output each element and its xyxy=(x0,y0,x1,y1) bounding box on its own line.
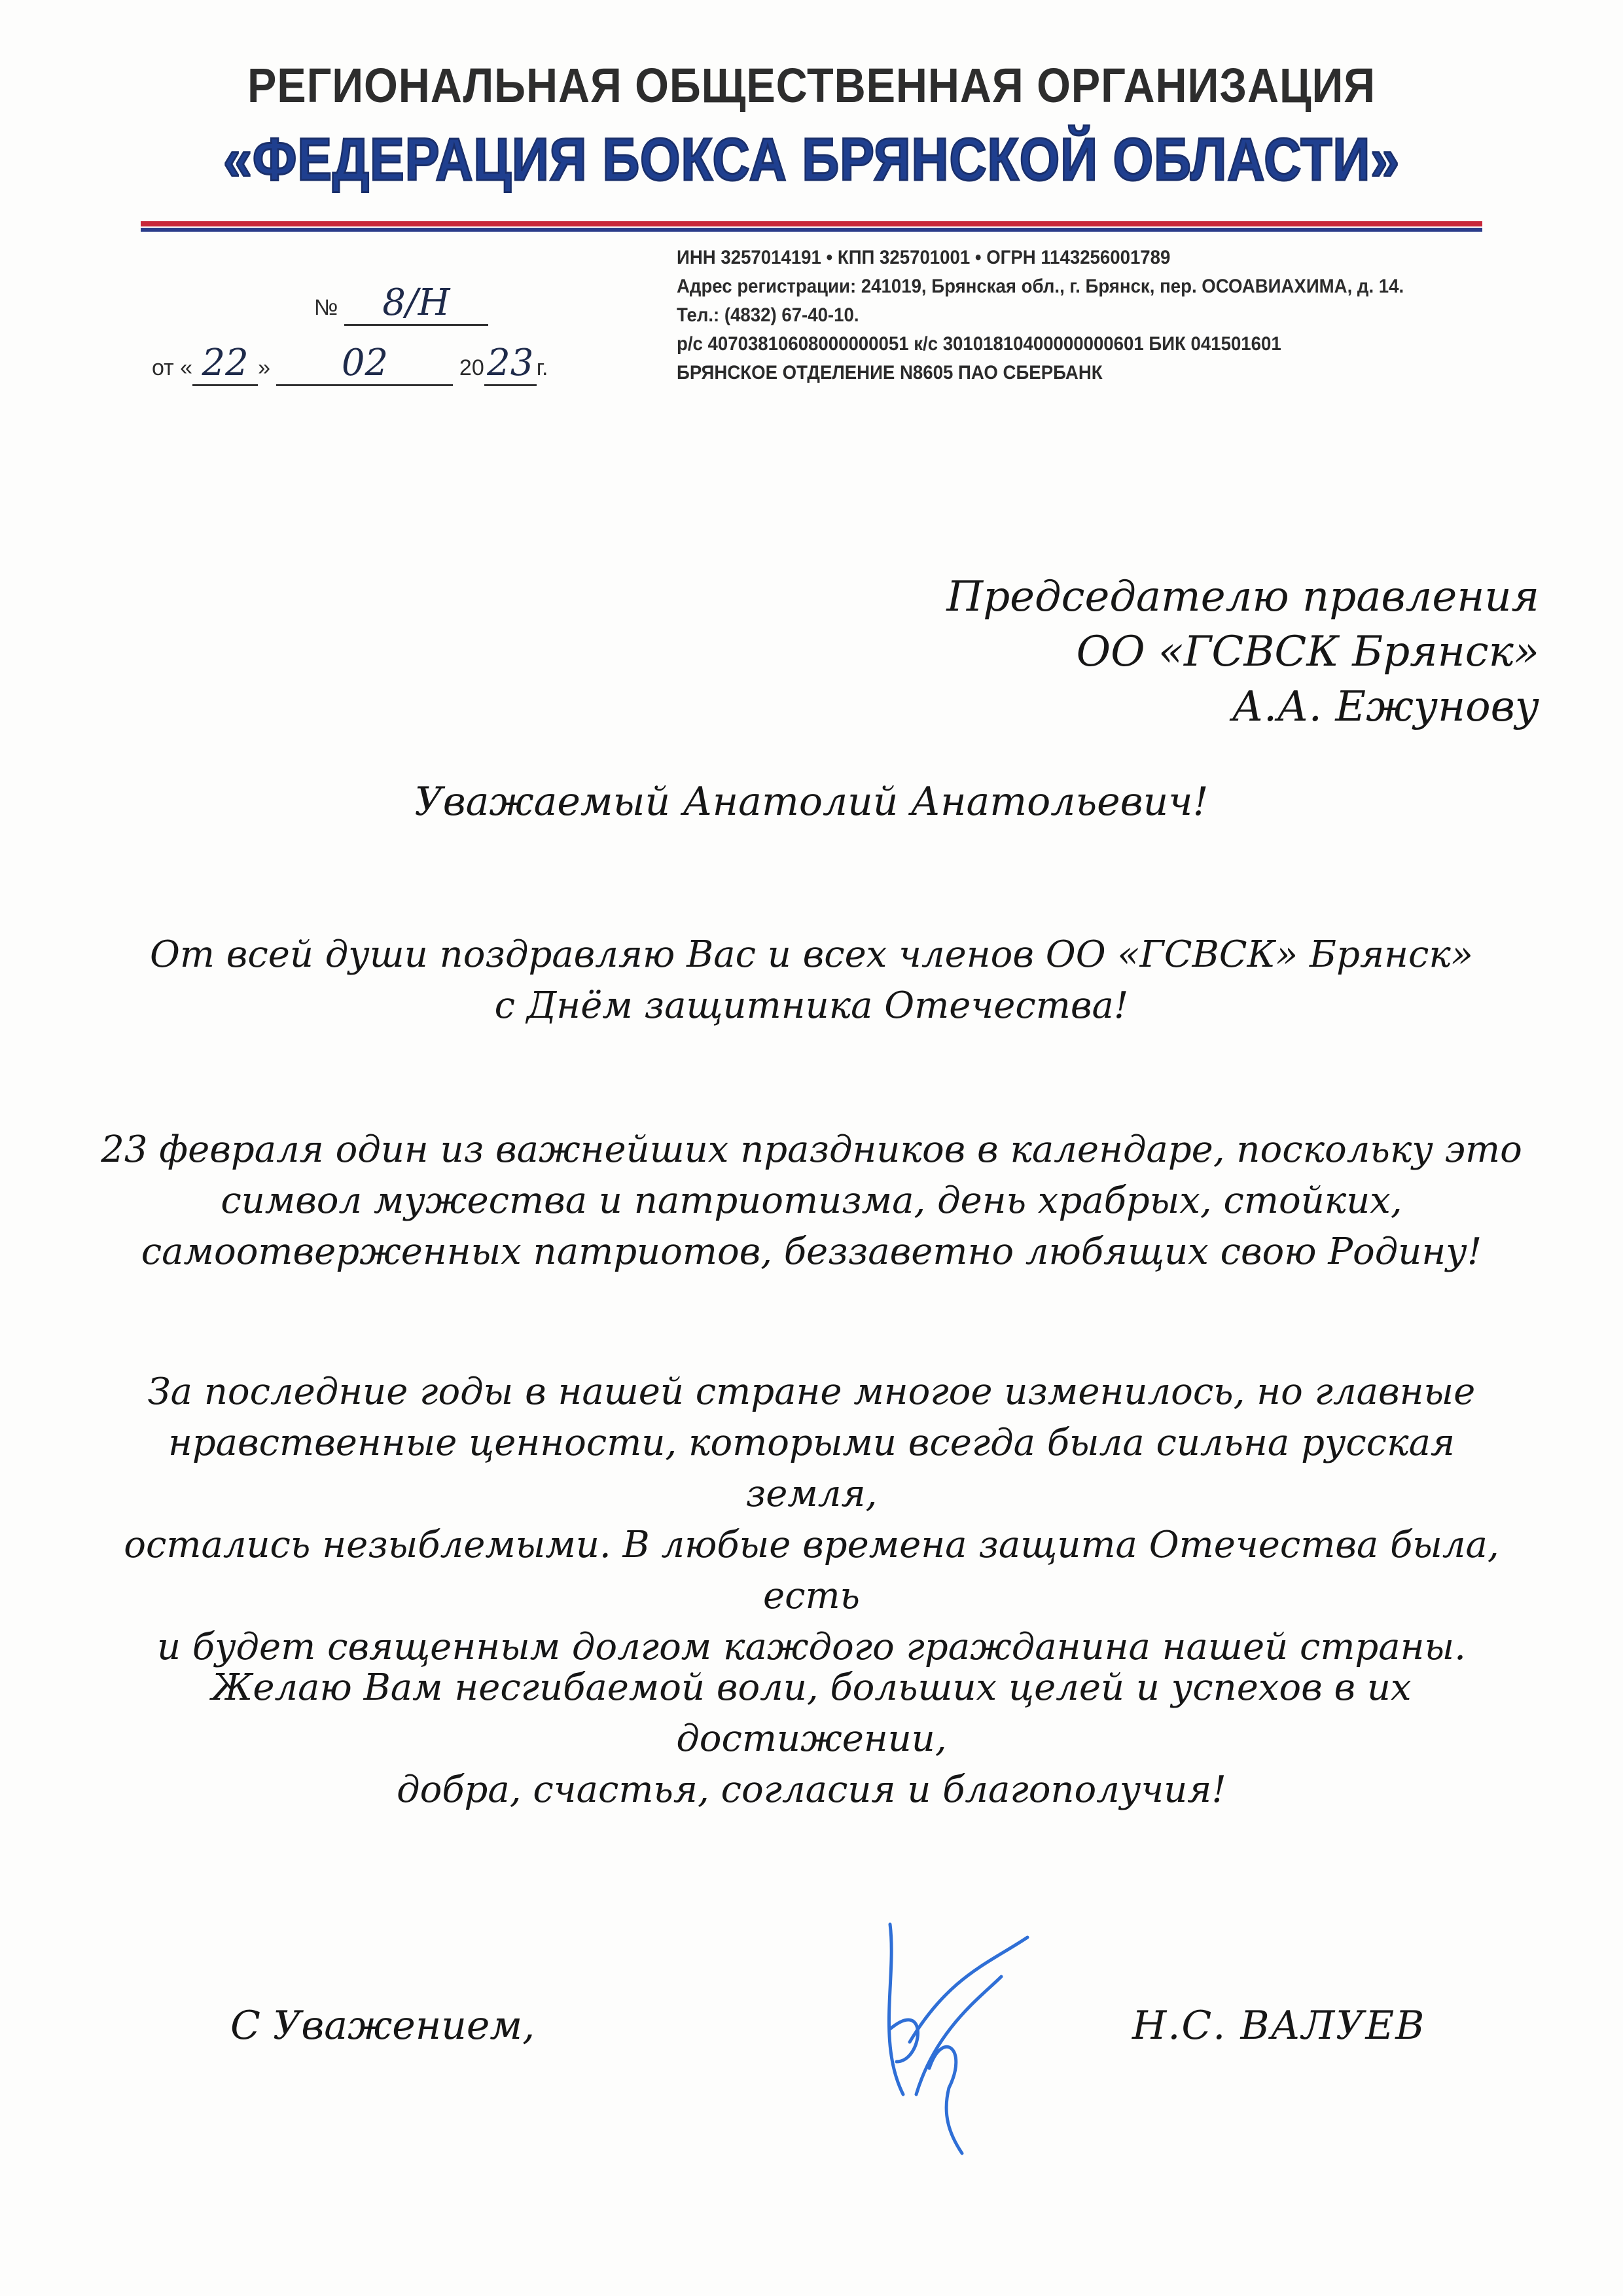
recipient-position: Председателю правления xyxy=(946,573,1539,621)
organization-type: РЕГИОНАЛЬНАЯ ОБЩЕСТВЕННАЯ ОРГАНИЗАЦИЯ xyxy=(247,58,1376,113)
header-rule-blue xyxy=(141,228,1482,232)
recipient-organization: ОО «ГСВСК Брянск» xyxy=(1076,628,1539,676)
signer-name: Н.С. ВАЛУЕВ xyxy=(1132,2003,1426,2049)
date-year-prefix: 20 xyxy=(459,355,484,380)
requisites-bank-name: БРЯНСКОЕ ОТДЕЛЕНИЕ N8605 ПАО СБЕРБАНК xyxy=(677,362,1103,384)
paragraph-line: За последние годы в нашей стране многое изменилось, но главные xyxy=(147,1371,1476,1413)
organization-requisites xyxy=(677,243,1520,387)
paragraph-line: От всей души поздравляю Вас и всех членов ОО «ГСВСК» Брянск» xyxy=(149,933,1474,976)
recipient-block xyxy=(623,569,1539,734)
paragraph-line: самоотверженных патриотов, беззаветно любящих свою Родину! xyxy=(141,1230,1482,1273)
date-prefix: от « xyxy=(152,355,193,380)
paragraph-line: Желаю Вам несгибаемой воли, больших целей и успехов в их достижении, xyxy=(211,1666,1412,1760)
requisites-address: Адрес регистрации: 241019, Брянская обл., г. Брянск, пер. ОСОАВИАХИМА, д. 14. xyxy=(677,276,1404,297)
date-day: 22 xyxy=(202,342,249,384)
organization-name: «ФЕДЕРАЦИЯ БОКСА БРЯНСКОЙ ОБЛАСТИ» xyxy=(223,126,1400,193)
requisites-bank-accounts: р/с 40703810608000000051 к/с 30101810400000000601 БИК 041501601 xyxy=(677,333,1281,355)
date-year-mark: г. xyxy=(536,355,548,380)
document-date xyxy=(152,342,548,386)
paragraph-line: с Днём защитника Отечества! xyxy=(494,984,1129,1027)
paragraph-line: и будет священным долгом каждого гражданина нашей страны. xyxy=(157,1626,1466,1668)
header-rule-red xyxy=(141,221,1482,226)
paragraph-line: добра, счастья, согласия и благополучия! xyxy=(397,1768,1226,1811)
paragraph-line: 23 февраля один из важнейших праздников в календаре, поскольку это xyxy=(101,1128,1522,1171)
number-value: 8/Н xyxy=(382,281,450,324)
date-year-suffix: 23 xyxy=(487,342,534,384)
requisites-tax-ids: ИНН 3257014191 • КПП 325701001 • ОГРН 1143256001789 xyxy=(677,247,1171,268)
requisites-phone: Тел.: (4832) 67-40-10. xyxy=(677,304,859,326)
recipient-name: А.А. Ежунову xyxy=(1232,683,1539,731)
paragraph-holiday-meaning xyxy=(98,1124,1525,1278)
paragraph-line: нравственные ценности, которыми всегда была сильна русская земля, xyxy=(168,1422,1455,1515)
paragraph-line: остались незыблемыми. В любые времена защита Отечества была, есть xyxy=(124,1524,1499,1617)
paragraph-wishes xyxy=(98,1662,1525,1816)
paragraph-values xyxy=(98,1367,1525,1673)
greeting: Уважаемый Анатолий Анатольевич! xyxy=(414,779,1209,825)
document-number xyxy=(314,281,488,326)
date-close-quote: » xyxy=(258,355,271,380)
paragraph-congratulation xyxy=(98,929,1525,1031)
number-label: № xyxy=(314,295,338,320)
handwritten-signature xyxy=(851,1898,1047,2160)
closing-phrase: С Уважением, xyxy=(230,2003,535,2049)
date-month: 02 xyxy=(341,342,389,384)
paragraph-line: символ мужества и патриотизма, день храбрых, стойких, xyxy=(221,1179,1402,1222)
